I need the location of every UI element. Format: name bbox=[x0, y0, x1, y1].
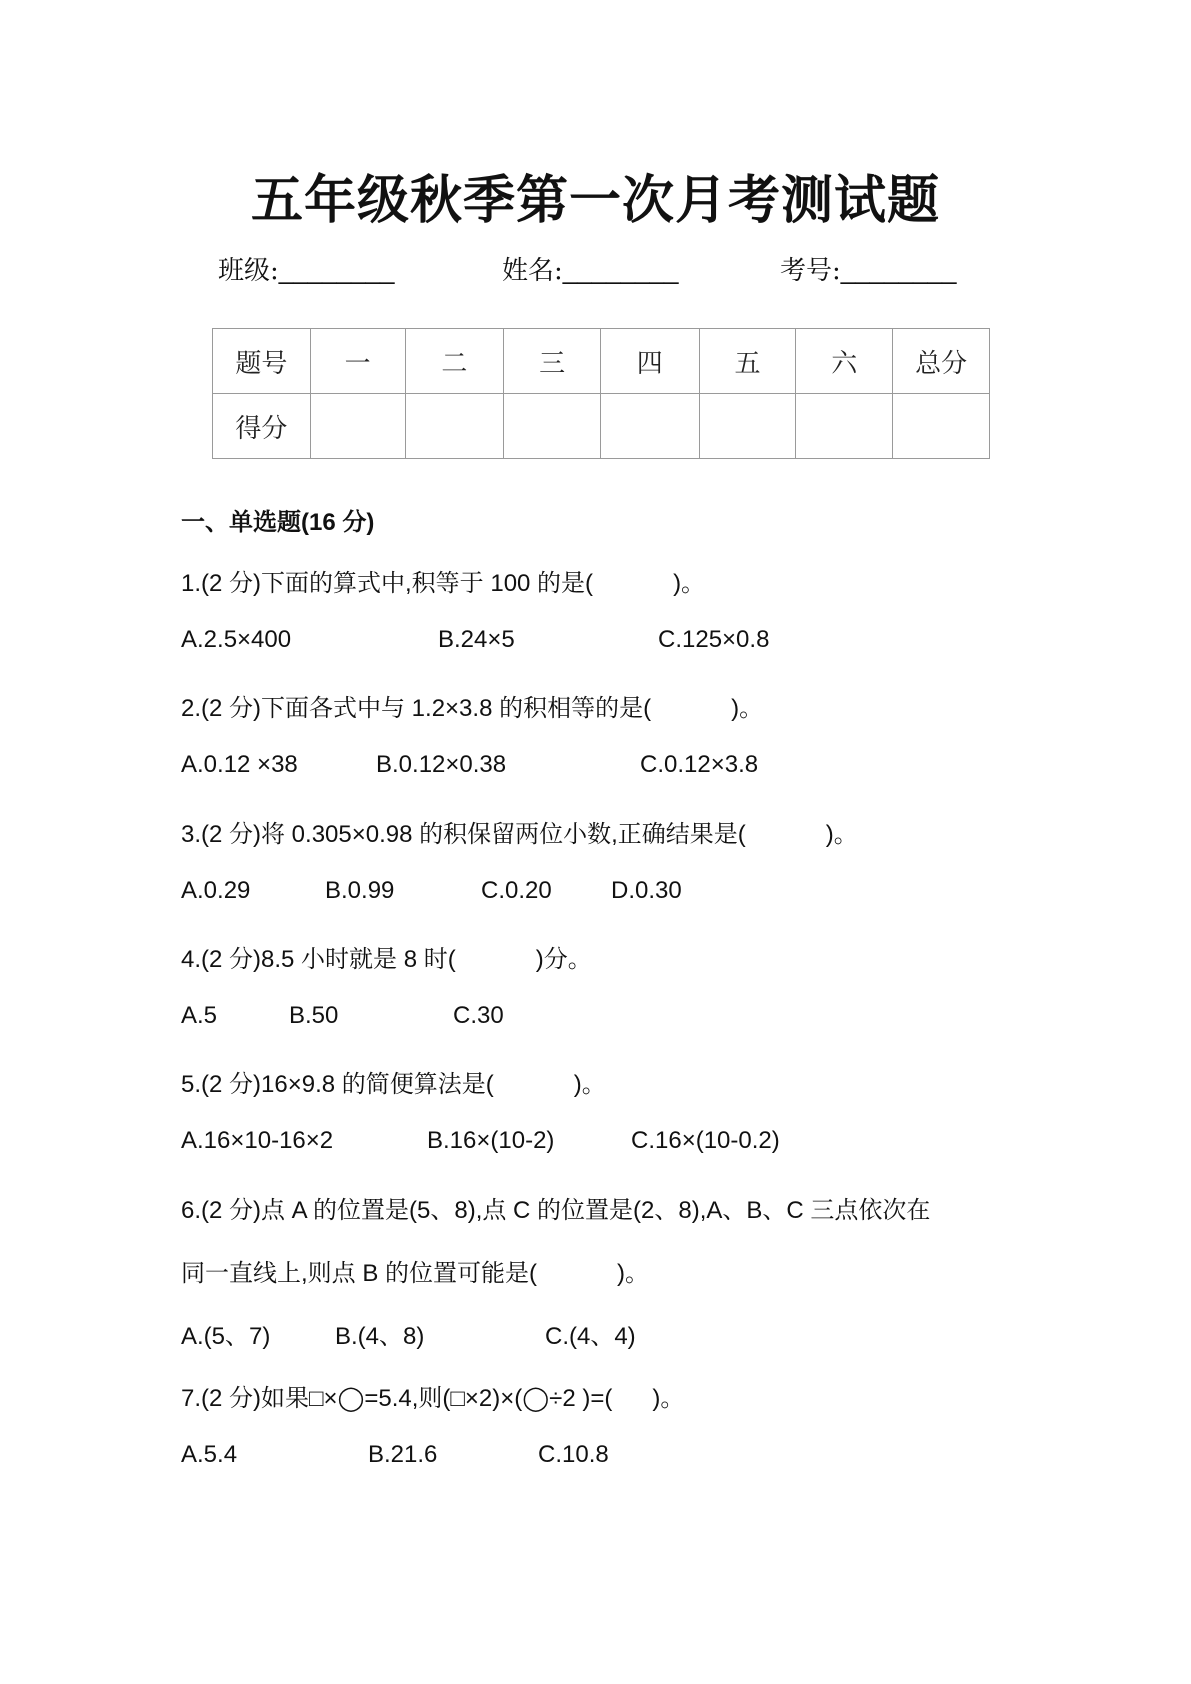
q7-option-a[interactable]: A.5.4 bbox=[181, 1441, 238, 1468]
question-6: 6.(2 分)点 A 的位置是(5、8),点 C 的位置是(2、8),A、B、C 三点依次在 bbox=[181, 1197, 931, 1224]
q5-option-b[interactable]: B.16×(10-2) bbox=[427, 1127, 555, 1154]
question-6-continued: 同一直线上,则点 B 的位置可能是( )。 bbox=[181, 1260, 650, 1287]
score-cell[interactable] bbox=[600, 394, 699, 459]
question-5: 5.(2 分)16×9.8 的简便算法是( )。 bbox=[181, 1071, 606, 1098]
q2-option-a[interactable]: A.0.12 ×38 bbox=[181, 751, 298, 778]
name-label: 姓名: bbox=[502, 256, 563, 286]
q2-option-b[interactable]: B.0.12×0.38 bbox=[376, 751, 507, 778]
q4-option-b[interactable]: B.50 bbox=[289, 1002, 339, 1029]
class-field[interactable] bbox=[218, 250, 394, 287]
question-7: 7.(2 分)如果□×◯=5.4,则(□×2)×(◯÷2 )=( )。 bbox=[181, 1385, 685, 1412]
question-4: 4.(2 分)8.5 小时就是 8 时( )分。 bbox=[181, 946, 592, 973]
name-blank[interactable]: ________ bbox=[562, 255, 679, 285]
q5-option-a[interactable]: A.16×10-16×2 bbox=[181, 1127, 334, 1154]
score-cell[interactable] bbox=[893, 394, 990, 459]
header-cell: 四 bbox=[600, 329, 699, 394]
exam-id-blank[interactable]: ________ bbox=[840, 255, 957, 285]
q7-option-b[interactable]: B.21.6 bbox=[368, 1441, 438, 1468]
header-cell: 题号 bbox=[213, 329, 311, 394]
q6-option-a[interactable]: A.(5、7) bbox=[181, 1323, 271, 1350]
q6-option-c[interactable]: C.(4、4) bbox=[545, 1323, 636, 1350]
q5-option-c[interactable]: C.16×(10-0.2) bbox=[631, 1127, 780, 1154]
header-cell: 三 bbox=[504, 329, 601, 394]
score-cell[interactable] bbox=[310, 394, 405, 459]
q3-option-d[interactable]: D.0.30 bbox=[611, 877, 682, 904]
class-blank[interactable]: ________ bbox=[278, 255, 395, 285]
q4-option-a[interactable]: A.5 bbox=[181, 1002, 218, 1029]
q1-option-c[interactable]: C.125×0.8 bbox=[658, 626, 770, 653]
class-label: 班级: bbox=[218, 256, 279, 286]
question-3: 3.(2 分)将 0.305×0.98 的积保留两位小数,正确结果是( )。 bbox=[181, 821, 858, 848]
score-table bbox=[212, 328, 990, 459]
exam-title: 五年级秋季第一次月考测试题 bbox=[250, 171, 940, 231]
header-cell: 二 bbox=[405, 329, 504, 394]
exam-id-field[interactable] bbox=[780, 250, 956, 287]
q1-option-a[interactable]: A.2.5×400 bbox=[181, 626, 292, 653]
score-table-score-row bbox=[213, 394, 990, 459]
score-cell[interactable] bbox=[796, 394, 893, 459]
q4-option-c[interactable]: C.30 bbox=[453, 1002, 504, 1029]
score-table-header-row bbox=[213, 329, 990, 394]
header-cell: 一 bbox=[310, 329, 405, 394]
name-field[interactable] bbox=[502, 250, 678, 287]
q3-option-a[interactable]: A.0.29 bbox=[181, 877, 251, 904]
q7-option-c[interactable]: C.10.8 bbox=[538, 1441, 609, 1468]
q1-option-b[interactable]: B.24×5 bbox=[438, 626, 515, 653]
q3-option-c[interactable]: C.0.20 bbox=[481, 877, 552, 904]
header-cell: 五 bbox=[699, 329, 796, 394]
question-1: 1.(2 分)下面的算式中,积等于 100 的是( )。 bbox=[181, 570, 706, 597]
header-cell: 总分 bbox=[893, 329, 990, 394]
header-cell: 六 bbox=[796, 329, 893, 394]
question-2: 2.(2 分)下面各式中与 1.2×3.8 的积相等的是( )。 bbox=[181, 695, 764, 722]
section-heading: 一、单选题(16 分) bbox=[181, 509, 375, 536]
score-cell[interactable] bbox=[405, 394, 504, 459]
row-label-cell: 得分 bbox=[213, 394, 311, 459]
score-cell[interactable] bbox=[504, 394, 601, 459]
exam-id-label: 考号: bbox=[780, 256, 841, 286]
score-cell[interactable] bbox=[699, 394, 796, 459]
q2-option-c[interactable]: C.0.12×3.8 bbox=[640, 751, 759, 778]
q3-option-b[interactable]: B.0.99 bbox=[325, 877, 395, 904]
q6-option-b[interactable]: B.(4、8) bbox=[335, 1323, 425, 1350]
